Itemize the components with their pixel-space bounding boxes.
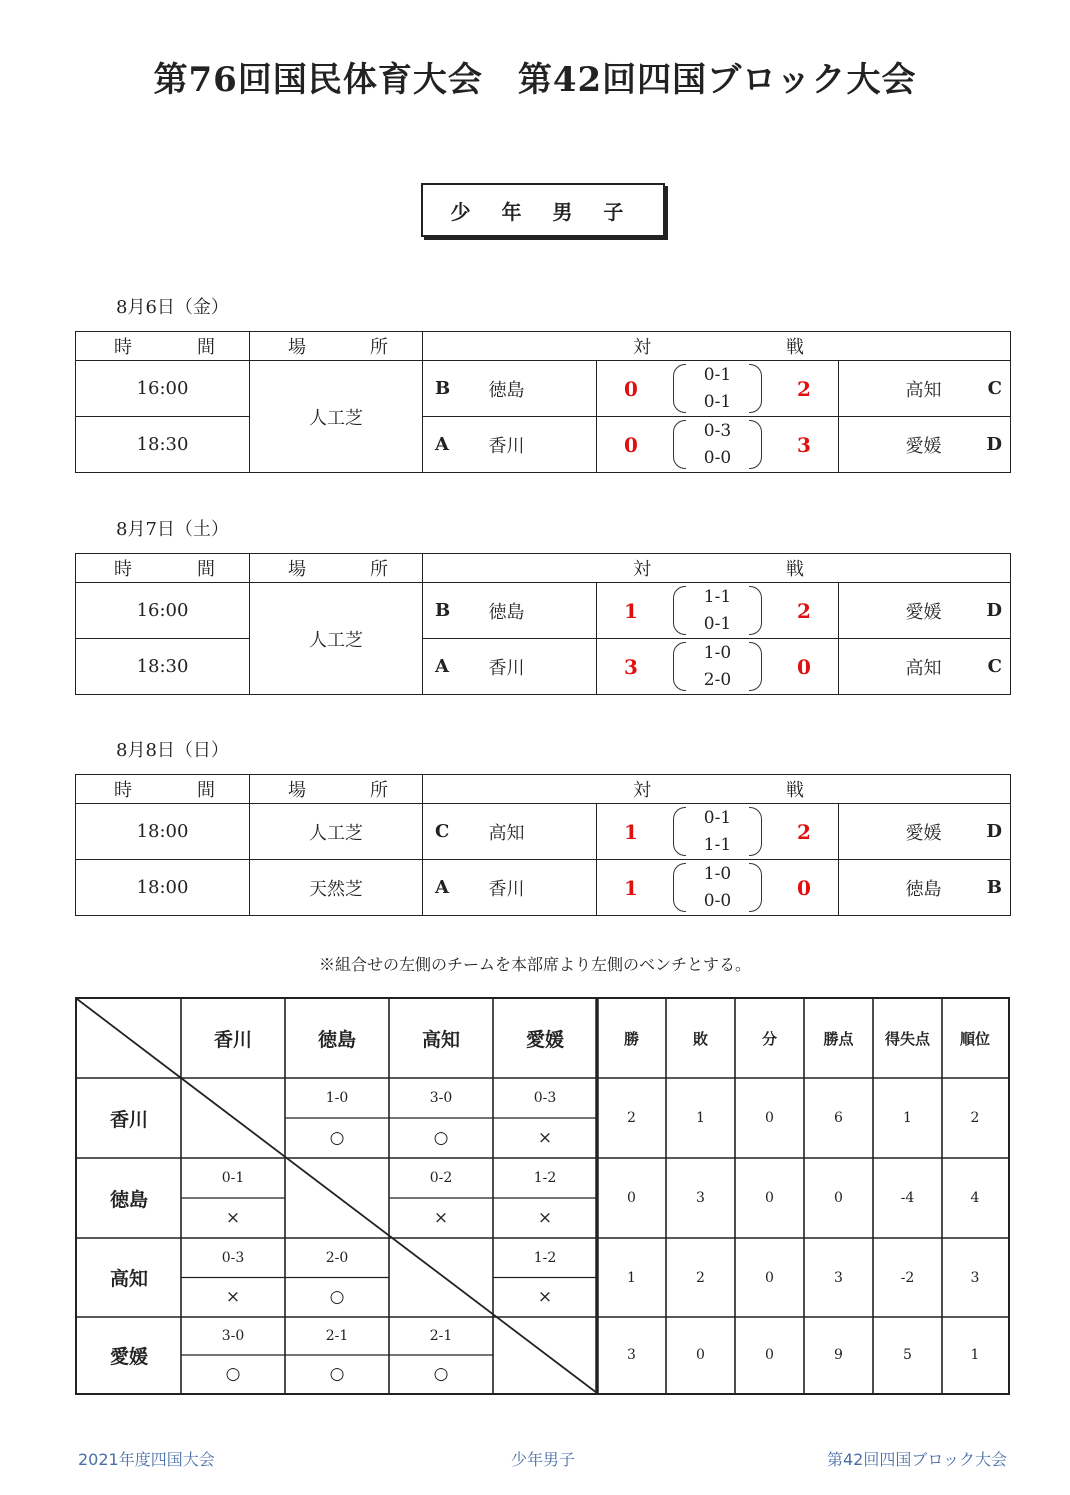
- match-score: 1-0: [325, 1090, 349, 1106]
- standings-stat-value: 3: [696, 1190, 705, 1206]
- standings-stat-header: 順位: [959, 1030, 990, 1048]
- first-half-score: 0-3: [703, 420, 732, 441]
- match-result-mark: ○: [433, 1364, 449, 1384]
- left-team-cell: [423, 860, 597, 916]
- score-cell: [597, 361, 839, 417]
- first-half-score: 0-1: [703, 364, 732, 385]
- score-cell: [597, 860, 839, 916]
- header-match-char: 戦: [786, 780, 804, 801]
- header-place-char: 場: [288, 780, 306, 801]
- standings-col-team: 高知: [421, 1029, 460, 1051]
- standings-col-team: 徳島: [317, 1029, 356, 1051]
- right-team-cell: [839, 804, 1011, 860]
- right-group: D: [986, 821, 1002, 842]
- first-half-score: 0-1: [703, 807, 732, 828]
- left-score: 1: [624, 875, 638, 900]
- half-scores: [693, 860, 742, 915]
- standings-stat-value: 0: [765, 1110, 774, 1126]
- right-team: 愛媛: [905, 435, 942, 457]
- left-score: 1: [624, 598, 638, 623]
- standings-row-team: 高知: [109, 1268, 148, 1290]
- left-bracket: [673, 807, 686, 856]
- game-time: 16:00: [76, 361, 250, 417]
- page-title: 第76回国民体育大会 第42回四国ブロック大会: [153, 60, 917, 100]
- right-score: 0: [797, 654, 811, 679]
- match-result-mark: ×: [225, 1208, 241, 1228]
- right-score: 0: [797, 875, 811, 900]
- left-group: A: [435, 877, 449, 898]
- standings-stat-value: 4: [970, 1190, 980, 1206]
- standings-stat-value: 6: [834, 1110, 843, 1126]
- standings-col-team: 愛媛: [525, 1029, 564, 1051]
- header-match: [423, 775, 1011, 804]
- second-half-score: 0-0: [703, 447, 732, 468]
- header-match-char: 戦: [786, 337, 804, 358]
- left-team-cell: [423, 417, 597, 473]
- bench-note: ※組合せの左側のチームを本部席より左側のベンチとする。: [318, 955, 751, 974]
- right-bracket: [749, 420, 762, 469]
- score-cell: [597, 417, 839, 473]
- header-place: [250, 775, 423, 804]
- match-score: 3-0: [221, 1328, 245, 1344]
- left-team: 高知: [488, 822, 525, 844]
- left-score: 1: [624, 819, 638, 844]
- match-result-mark: ○: [225, 1364, 241, 1384]
- right-team: 愛媛: [905, 601, 942, 623]
- right-bracket: [749, 364, 762, 413]
- standings-stat-header: 得失点: [884, 1030, 930, 1048]
- left-bracket: [673, 420, 686, 469]
- standings-stat-header: 分: [761, 1030, 777, 1048]
- right-group: D: [986, 600, 1002, 621]
- right-score: 2: [797, 376, 811, 401]
- match-score: 0-3: [221, 1249, 245, 1266]
- left-bracket: [673, 863, 686, 912]
- match-score: 2-0: [325, 1249, 349, 1266]
- match-score: 0-2: [429, 1170, 453, 1186]
- category-label: 少 年 男 子: [450, 199, 636, 224]
- game-row: [76, 361, 1011, 417]
- match-result-mark: ×: [537, 1128, 553, 1148]
- right-team: 高知: [905, 379, 942, 401]
- right-score: 3: [797, 432, 811, 457]
- left-group: A: [435, 434, 449, 455]
- header-time-char: 時: [114, 559, 132, 580]
- standings-stat-value: 2: [970, 1110, 980, 1126]
- match-result-mark: ○: [329, 1128, 345, 1148]
- score-cell: [597, 583, 839, 639]
- half-scores: [693, 361, 742, 416]
- schedule-table: [75, 774, 1011, 916]
- match-result-mark: ○: [433, 1128, 449, 1148]
- header-match: [423, 554, 1011, 583]
- footer-center: 少年男子: [511, 1450, 576, 1469]
- match-score: 0-1: [221, 1170, 245, 1186]
- category-box: [421, 183, 665, 237]
- game-time: 18:00: [76, 804, 250, 860]
- left-score: 0: [624, 376, 638, 401]
- header-place-char: 所: [370, 780, 388, 801]
- standings-row-team: 香川: [109, 1108, 148, 1131]
- match-score: 1-2: [533, 1170, 557, 1186]
- header-time: [76, 554, 250, 583]
- header-match-char: 対: [633, 559, 651, 580]
- right-bracket: [749, 807, 762, 856]
- left-team-cell: [423, 639, 597, 695]
- right-group: B: [986, 877, 1002, 898]
- left-group: B: [435, 600, 451, 621]
- venue-cell: 人工芝: [250, 361, 423, 473]
- header-match-char: 対: [633, 337, 651, 358]
- left-team-cell: [423, 804, 597, 860]
- left-group: C: [435, 821, 450, 842]
- right-team-cell: [839, 417, 1011, 473]
- standings-stat-header: 敗: [692, 1030, 708, 1048]
- right-group: C: [987, 656, 1002, 677]
- header-place-char: 所: [370, 337, 388, 358]
- right-score: 2: [797, 819, 811, 844]
- header-time-char: 時: [114, 337, 132, 358]
- left-bracket: [673, 586, 686, 635]
- game-time: 18:30: [76, 417, 250, 473]
- match-score: 2-1: [429, 1328, 453, 1344]
- game-row: [76, 417, 1011, 473]
- standings-stat-value: 9: [834, 1347, 843, 1363]
- right-team: 高知: [905, 657, 942, 679]
- standings-row-team: 徳島: [109, 1188, 148, 1211]
- header-place-char: 所: [370, 559, 388, 580]
- game-row: [76, 583, 1011, 639]
- second-half-score: 0-1: [703, 391, 732, 412]
- standings-stat-value: 2: [696, 1269, 705, 1286]
- day-label: 8月6日（金）: [116, 297, 229, 318]
- second-half-score: 2-0: [703, 669, 732, 690]
- standings-stat-value: 1: [696, 1110, 705, 1126]
- left-team-cell: [423, 361, 597, 417]
- match-score: 0-3: [533, 1090, 557, 1106]
- first-half-score: 1-1: [703, 586, 732, 607]
- right-bracket: [749, 586, 762, 635]
- standings-table: [75, 997, 1010, 1395]
- right-team-cell: [839, 361, 1011, 417]
- standings-stat-value: 3: [970, 1269, 980, 1286]
- match-result-mark: ×: [433, 1208, 449, 1228]
- standings-stat-value: 1: [627, 1269, 636, 1286]
- right-score: 2: [797, 598, 811, 623]
- venue-cell: 人工芝: [250, 804, 423, 860]
- standings-stat-value: 5: [903, 1347, 912, 1363]
- schedule-table: [75, 553, 1011, 695]
- right-bracket: [749, 642, 762, 691]
- game-row: [76, 804, 1011, 860]
- standings-stat-value: 0: [696, 1347, 705, 1363]
- footer-right: 第42回四国ブロック大会: [827, 1450, 1008, 1469]
- header-match-char: 対: [633, 780, 651, 801]
- header-place-char: 場: [288, 337, 306, 358]
- match-result-mark: ×: [225, 1287, 241, 1308]
- header-time-char: 間: [197, 337, 215, 358]
- standings-stat-header: 勝: [623, 1030, 639, 1048]
- standings-stat-value: 2: [627, 1110, 636, 1126]
- standings-stat-value: 0: [765, 1269, 774, 1286]
- header-time-char: 時: [114, 780, 132, 801]
- right-team: 愛媛: [905, 822, 942, 844]
- match-score: 1-2: [533, 1249, 557, 1266]
- header-match-char: 戦: [786, 559, 804, 580]
- game-time: 18:00: [76, 860, 250, 916]
- header-place-char: 場: [288, 559, 306, 580]
- game-time: 16:00: [76, 583, 250, 639]
- left-team: 徳島: [488, 601, 525, 623]
- header-time-char: 間: [197, 559, 215, 580]
- right-group: C: [987, 378, 1002, 399]
- left-bracket: [673, 642, 686, 691]
- header-time-char: 間: [197, 780, 215, 801]
- match-result-mark: ×: [537, 1287, 553, 1308]
- half-scores: [693, 639, 742, 694]
- header-place: [250, 554, 423, 583]
- standings-stat-value: 1: [970, 1347, 980, 1363]
- standings-stat-value: -2: [900, 1269, 915, 1286]
- left-team: 徳島: [488, 379, 525, 401]
- right-team-cell: [839, 583, 1011, 639]
- standings-stat-header: 勝点: [823, 1030, 854, 1048]
- standings-stat-value: 0: [834, 1190, 843, 1206]
- left-score: 0: [624, 432, 638, 457]
- match-score: 3-0: [429, 1090, 453, 1106]
- standings-stat-value: 1: [903, 1110, 912, 1126]
- left-score: 3: [624, 654, 638, 679]
- left-group: B: [435, 378, 451, 399]
- header-place: [250, 332, 423, 361]
- left-team: 香川: [488, 435, 525, 457]
- left-team-cell: [423, 583, 597, 639]
- standings-stat-value: 0: [765, 1347, 774, 1363]
- score-cell: [597, 804, 839, 860]
- half-scores: [693, 417, 742, 472]
- left-group: A: [435, 656, 449, 677]
- game-time: 18:30: [76, 639, 250, 695]
- right-team: 徳島: [905, 878, 942, 900]
- venue-cell: 人工芝: [250, 583, 423, 695]
- second-half-score: 0-1: [703, 613, 732, 634]
- match-score: 2-1: [325, 1328, 349, 1344]
- match-result-mark: ○: [329, 1364, 345, 1384]
- standings-stat-value: 0: [627, 1190, 636, 1206]
- header-time: [76, 775, 250, 804]
- game-row: [76, 860, 1011, 916]
- day-label: 8月7日（土）: [116, 519, 229, 540]
- match-result-mark: ○: [329, 1287, 345, 1308]
- first-half-score: 1-0: [703, 863, 732, 884]
- half-scores: [693, 583, 742, 638]
- right-group: D: [986, 434, 1002, 455]
- standings-stat-value: 3: [627, 1347, 636, 1363]
- match-result-mark: ×: [537, 1208, 553, 1228]
- footer-left: 2021年度四国大会: [78, 1450, 215, 1469]
- standings-stat-value: -4: [900, 1190, 915, 1206]
- left-bracket: [673, 364, 686, 413]
- right-team-cell: [839, 860, 1011, 916]
- second-half-score: 0-0: [703, 890, 732, 911]
- header-match: [423, 332, 1011, 361]
- game-row: [76, 639, 1011, 695]
- header-time: [76, 332, 250, 361]
- standings-col-team: 香川: [213, 1029, 252, 1051]
- left-team: 香川: [488, 878, 525, 900]
- schedule-table: [75, 331, 1011, 473]
- venue-cell: 天然芝: [250, 860, 423, 916]
- first-half-score: 1-0: [703, 642, 732, 663]
- standings-row-team: 愛媛: [109, 1345, 148, 1368]
- right-bracket: [749, 863, 762, 912]
- standings-stat-value: 3: [834, 1269, 843, 1286]
- second-half-score: 1-1: [703, 834, 732, 855]
- day-label: 8月8日（日）: [116, 740, 229, 761]
- right-team-cell: [839, 639, 1011, 695]
- standings-stat-value: 0: [765, 1190, 774, 1206]
- left-team: 香川: [488, 657, 525, 679]
- half-scores: [693, 804, 742, 859]
- score-cell: [597, 639, 839, 695]
